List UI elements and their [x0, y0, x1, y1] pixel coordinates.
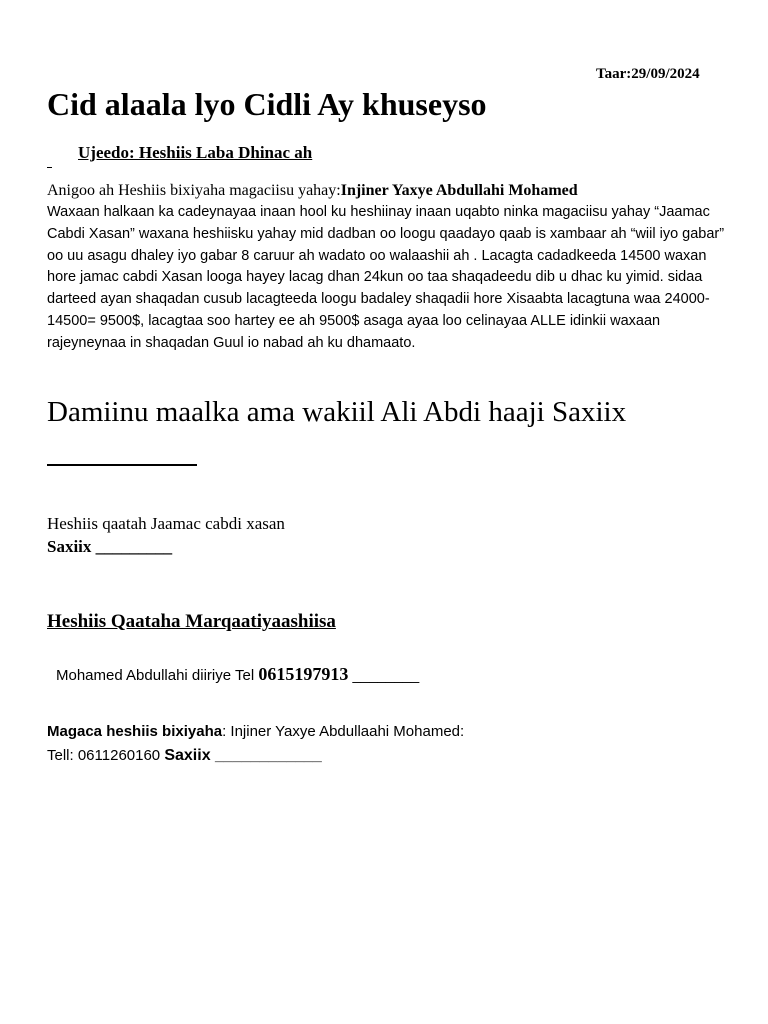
giver-signature: Saxiix ____________	[164, 747, 322, 764]
receiver-signature: Saxiix _________	[47, 537, 173, 556]
giver-full-name: : Injiner Yaxye Abdullaahi Mohamed:	[222, 723, 465, 740]
witnesses-heading: Heshiis Qaataha Marqaatiyaashiisa	[47, 611, 336, 632]
document-subject: Ujeedo: Heshiis Laba Dhinac ah	[78, 143, 313, 162]
witness-name: Mohamed Abdullahi diiriye Tel	[56, 667, 259, 684]
stray-underline-mark	[47, 167, 52, 168]
guarantor-line: Damiinu maalka ama wakiil Ali Abdi haaji Saxiix	[47, 396, 627, 428]
intro-prefix: Anigoo ah Heshiis bixiyaha magaciisu yahay:	[47, 182, 341, 199]
document-date: Taar:29/09/2024	[596, 66, 700, 82]
giver-tel-row	[47, 747, 322, 765]
receiver-line: Heshiis qaatah Jaamac cabdi xasan	[47, 514, 285, 533]
intro-line	[47, 180, 737, 202]
giver-name: Injiner Yaxye Abdullahi Mohamed	[340, 182, 578, 199]
guarantor-signature-line	[47, 464, 197, 466]
giver-phone: Tell: 0611260160	[47, 747, 165, 764]
agreement-paragraph: Waxaan halkaan ka cadeynayaa inaan hool ku heshiinay inaan uqabto ninka magaciisu yahay “Jaamac Cabdi Xasan” waxana heshiisku yahay mid dadban oo loogu qaadayo qaab is xambaar ah “wiil iyo gabar” oo uu asagu dhaley iyo gabar 8 caruur ah wadato oo walaashii ah . Lacagta cadadkeeda 14500 waxan hore jamac cabdi Xasan looga hayey lacag dhan 24kun oo taa shaqadeedu dib u dhac ku yimid. sidaa darteed ayan shaqadan cusub lacagteeda loogu badaley shaqadii hore Xisaabta lacagtuna waa 24000-14500= 9500$, lacagtaa soo hartey ee ah 9500$ asaga ayaa loo celinayaa ALLE idinkii waxaan rajeyneynaa in shaqadan Guul io nabad ah ku dhamaato.	[47, 204, 725, 351]
giver-label: Magaca heshiis bixiyaha	[47, 723, 223, 740]
witness-line	[56, 664, 419, 685]
witness-signature-blank: ________	[348, 667, 420, 684]
giver-row	[47, 723, 464, 740]
document-title: Cid alaala lyo Cidli Ay khuseyso	[47, 86, 487, 122]
witness-phone: 0615197913	[258, 664, 349, 684]
agreement-body	[47, 180, 737, 355]
